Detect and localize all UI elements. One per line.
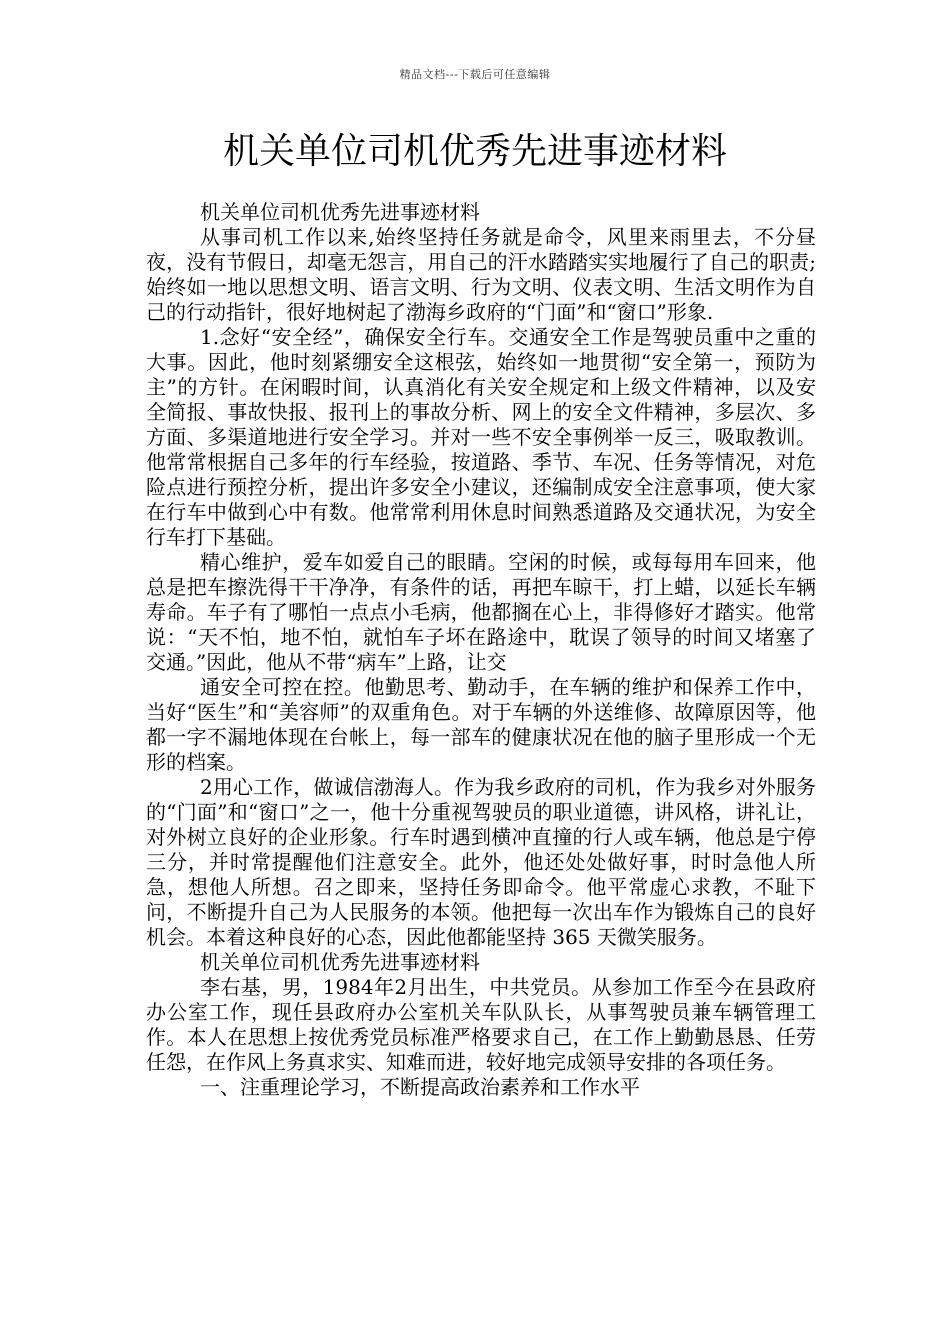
paragraph-maintenance-cont: 通安全可控在控。他勤思考、勤动手，在车辆的维护和保养工作中，当好“医生”和“美容师”的双重角色。对于车辆的外送维修、故障原因等，他都一字不漏地体现在台帐上，每一部车的健康状况在他的脑子里形成一个无形的档案。 [146,675,816,774]
section-heading-1: 一、注重理论学习，不断提高政治素养和工作水平 [200,1075,640,1099]
paragraph-subtitle-2: 机关单位司机优秀先进事迹材料 [200,950,480,974]
paragraph-intro: 从事司机工作以来,始终坚持任务就是命令，风里来雨里去，不分昼夜，没有节假日，却毫无怨言，用自己的汗水踏踏实实地履行了自己的职责;始终如一地以思想文明、语言文明、行为文明、仪表文明、生活文明作为自己的行动指针，很好地树起了渤海乡政府的“门面”和“窗口”形象. [146,225,816,324]
page-header-note: 精品文档---下载后可任意编辑 [399,68,551,81]
document-title: 机关单位司机优秀先进事迹材料 [222,131,727,172]
document-body [146,200,816,1100]
paragraph-subtitle: 机关单位司机优秀先进事迹材料 [200,200,480,224]
paragraph-safety: 1.念好“安全经”，确保安全行车。交通安全工作是驾驶员重中之重的大事。因此，他时刻紧绷安全这根弦，始终如一地贯彻“安全第一，预防为主”的方针。在闲暇时间，认真消化有关安全规定和上级文件精神，以及安全简报、事故快报、报刊上的事故分析、网上的安全文件精神，多层次、多方面、多渠道地进行安全学习。并对一些不安全事例举一反三，吸取教训。他常常根据自己多年的行车经验，按道路、季节、车况、任务等情况，对危险点进行预控分析，提出许多安全小建议，还编制成安全注意事项，使大家在行车中做到心中有数。他常常利用休息时间熟悉道路及交通状况，为安全行车打下基础。 [146,325,816,549]
paragraph-profile: 李右基，男，1984年2月出生，中共党员。从参加工作至今在县政府办公室工作，现任县政府办公室机关车队队长，从事驾驶员兼车辆管理工作。本人在思想上按优秀党员标准严格要求自己，在工作上勤勤恳恳、任劳任怨，在作风上务真求实、知难而进，较好地完成领导安排的各项任务。 [146,975,816,1074]
paragraph-maintenance: 精心维护，爱车如爱自己的眼睛。空闲的时候，或每每用车回来，他总是把车擦洗得干干净净，有条件的话，再把车晾干，打上蜡，以延长车辆寿命。车子有了哪怕一点点小毛病，他都搁在心上，非得修好才踏实。他常说：“天不怕，地不怕，就怕车子坏在路途中，耽误了领导的时间又堵塞了交通。”因此，他从不带“病车”上路，让交 [146,550,816,674]
paragraph-integrity: 2用心工作，做诚信渤海人。作为我乡政府的司机，作为我乡对外服务的“门面”和“窗口”之一，他十分重视驾驶员的职业道德，讲风格，讲礼让，对外树立良好的企业形象。行车时遇到横冲直撞的行人或车辆，他总是宁停三分，并时常提醒他们注意安全。此外，他还处处做好事，时时急他人所急，想他人所想。召之即来，坚持任务即命令。他平常虚心求教，不耻下问，不断提升自己为人民服务的本领。他把每一次出车作为锻炼自己的良好机会。本着这种良好的心态，因此他都能坚持 365 天微笑服务。 [146,775,816,949]
